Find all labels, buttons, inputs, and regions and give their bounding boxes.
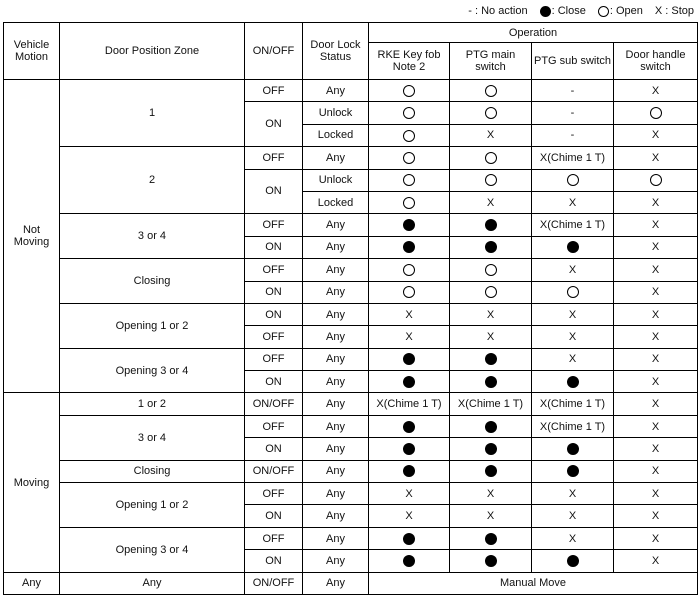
- operation-cell: [614, 303, 698, 325]
- operation-cell: [614, 527, 698, 549]
- lock-status-cell: Any: [303, 483, 369, 505]
- operation-cell: [614, 191, 698, 213]
- on-off-cell: OFF: [245, 259, 303, 281]
- door-zone-cell: Opening 1 or 2: [60, 303, 245, 348]
- lock-status-cell: Any: [303, 505, 369, 527]
- operation-value: X: [568, 263, 577, 276]
- operation-cell: [369, 527, 450, 549]
- header-vehicle-motion: Vehicle Motion: [4, 23, 60, 80]
- lock-status-cell: Any: [303, 393, 369, 415]
- door-zone-cell: 2: [60, 147, 245, 214]
- on-off-cell: ON: [245, 236, 303, 258]
- on-off-cell: ON: [245, 102, 303, 147]
- operation-cell: [614, 326, 698, 348]
- door-zone-cell: 1 or 2: [60, 393, 245, 415]
- open-circle-icon: [403, 107, 415, 119]
- legend-stop: [655, 5, 694, 17]
- legend-close-label: : Close: [551, 5, 586, 17]
- filled-circle-icon: [485, 465, 497, 477]
- filled-circle-icon: [403, 443, 415, 455]
- on-off-cell: OFF: [245, 348, 303, 370]
- operation-value: X: [651, 263, 660, 276]
- operation-cell: [369, 505, 450, 527]
- lock-status-cell: Locked: [303, 124, 369, 146]
- operation-cell: [369, 281, 450, 303]
- on-off-cell: OFF: [245, 415, 303, 437]
- operation-cell: [532, 326, 614, 348]
- open-circle-icon: [567, 174, 579, 186]
- table-row: [4, 348, 698, 370]
- open-circle-icon: [598, 6, 609, 17]
- vehicle-motion-cell: Any: [4, 572, 60, 594]
- operation-cell: [614, 505, 698, 527]
- operation-cell: [450, 102, 532, 124]
- operation-value: X: [651, 420, 660, 433]
- filled-circle-icon: [485, 533, 497, 545]
- operation-value: X: [651, 241, 660, 254]
- operation-cell: [532, 415, 614, 437]
- lock-status-cell: Any: [303, 80, 369, 102]
- filled-circle-icon: [485, 353, 497, 365]
- operation-cell: [369, 326, 450, 348]
- operation-cell: [450, 460, 532, 482]
- operation-cell: [532, 102, 614, 124]
- operation-value: X: [651, 308, 660, 321]
- operation-cell: [369, 191, 450, 213]
- vehicle-motion-cell: Moving: [4, 393, 60, 572]
- operation-cell: [369, 393, 450, 415]
- open-circle-icon: [403, 286, 415, 298]
- filled-circle-icon: [403, 533, 415, 545]
- operation-value: X: [651, 487, 660, 500]
- operation-cell: [450, 505, 532, 527]
- operation-value: X: [486, 308, 495, 321]
- operation-cell: [614, 393, 698, 415]
- operation-cell: [450, 80, 532, 102]
- operation-cell: [369, 303, 450, 325]
- operation-cell: [614, 259, 698, 281]
- legend-open: [598, 5, 643, 17]
- operation-value: X: [405, 487, 413, 500]
- operation-value: X(Chime 1 T): [539, 398, 606, 411]
- open-circle-icon: [485, 85, 497, 97]
- operation-value: X(Chime 1 T): [539, 420, 606, 433]
- filled-circle-icon: [403, 421, 415, 433]
- filled-circle-icon: [403, 219, 415, 231]
- operation-cell: [532, 483, 614, 505]
- operation-cell: [614, 460, 698, 482]
- operation-value: X: [568, 532, 577, 545]
- operation-cell: [532, 191, 614, 213]
- operation-cell: [614, 214, 698, 236]
- filled-circle-icon: [567, 465, 579, 477]
- on-off-cell: ON/OFF: [245, 393, 303, 415]
- operation-cell: [532, 438, 614, 460]
- operation-cell: [450, 259, 532, 281]
- operation-value: X: [568, 510, 577, 523]
- on-off-cell: ON: [245, 438, 303, 460]
- operation-cell: [614, 124, 698, 146]
- open-circle-icon: [403, 197, 415, 209]
- operation-cell: [450, 214, 532, 236]
- lock-status-cell: Any: [303, 348, 369, 370]
- operation-cell: [532, 505, 614, 527]
- filled-circle-icon: [403, 555, 415, 567]
- lock-status-cell: Any: [303, 259, 369, 281]
- filled-circle-icon: [403, 353, 415, 365]
- operation-cell: [614, 147, 698, 169]
- operation-value: X: [405, 308, 413, 321]
- operation-value: X: [568, 308, 577, 321]
- table-body: [4, 80, 698, 595]
- on-off-cell: ON: [245, 550, 303, 572]
- operation-cell: [614, 80, 698, 102]
- open-circle-icon: [403, 85, 415, 97]
- operation-cell: [532, 348, 614, 370]
- operation-cell: [450, 393, 532, 415]
- lock-status-cell: Any: [303, 572, 369, 594]
- operation-value: X: [651, 442, 660, 455]
- operation-value: X: [486, 510, 495, 523]
- on-off-cell: ON: [245, 505, 303, 527]
- on-off-cell: ON/OFF: [245, 460, 303, 482]
- door-zone-cell: Opening 3 or 4: [60, 348, 245, 393]
- lock-status-cell: Any: [303, 281, 369, 303]
- table-row: [4, 483, 698, 505]
- door-zone-cell: Closing: [60, 460, 245, 482]
- operation-value: X: [651, 465, 660, 478]
- operation-cell: [614, 281, 698, 303]
- open-circle-icon: [485, 286, 497, 298]
- operation-value: X: [651, 286, 660, 299]
- operation-cell: [614, 371, 698, 393]
- operation-cell: [532, 80, 614, 102]
- operation-cell: [450, 281, 532, 303]
- lock-status-cell: Any: [303, 236, 369, 258]
- open-circle-icon: [485, 264, 497, 276]
- operation-value: X(Chime 1 T): [539, 151, 606, 164]
- operation-value: X: [568, 196, 577, 209]
- operation-cell: [532, 236, 614, 258]
- header-ptg-main: PTG main switch: [450, 43, 532, 80]
- operation-cell: [532, 303, 614, 325]
- header-ptg-sub: PTG sub switch: [532, 43, 614, 80]
- operation-cell: [450, 483, 532, 505]
- header-on-off: ON/OFF: [245, 23, 303, 80]
- operation-value: X(Chime 1 T): [539, 219, 606, 232]
- on-off-cell: ON: [245, 303, 303, 325]
- open-circle-icon: [485, 174, 497, 186]
- legend-no-action: [468, 5, 527, 17]
- header-rke: RKE Key fob Note 2: [369, 43, 450, 80]
- lock-status-cell: Any: [303, 147, 369, 169]
- filled-circle-icon: [485, 376, 497, 388]
- legend-open-label: : Open: [609, 5, 643, 17]
- operation-cell: [532, 124, 614, 146]
- door-zone-cell: Closing: [60, 259, 245, 304]
- operation-cell: [614, 438, 698, 460]
- operation-cell: [369, 415, 450, 437]
- legend: [468, 3, 694, 19]
- operation-value: X: [651, 129, 660, 142]
- filled-circle-icon: [485, 219, 497, 231]
- operation-cell: [369, 124, 450, 146]
- on-off-cell: OFF: [245, 326, 303, 348]
- operation-value: X: [568, 353, 577, 366]
- operation-cell: [450, 303, 532, 325]
- operation-cell: [369, 483, 450, 505]
- table-row: [4, 527, 698, 549]
- filled-circle-icon: [403, 376, 415, 388]
- door-zone-cell: 1: [60, 80, 245, 147]
- operation-cell: [614, 550, 698, 572]
- operation-value: -: [570, 107, 575, 120]
- lock-status-cell: Any: [303, 303, 369, 325]
- door-zone-cell: Opening 1 or 2: [60, 483, 245, 528]
- header-operation: Operation: [369, 23, 698, 43]
- operation-cell: [369, 80, 450, 102]
- operation-value: -: [570, 129, 575, 142]
- filled-circle-icon: [540, 6, 551, 17]
- on-off-cell: ON/OFF: [245, 572, 303, 594]
- operation-cell: [450, 348, 532, 370]
- table-row: [4, 415, 698, 437]
- operation-cell: [532, 460, 614, 482]
- operation-cell: [450, 147, 532, 169]
- filled-circle-icon: [567, 555, 579, 567]
- operation-value: X: [651, 196, 660, 209]
- operation-value: X: [651, 510, 660, 523]
- operation-value: X: [486, 487, 495, 500]
- operation-cell: [450, 550, 532, 572]
- filled-circle-icon: [485, 443, 497, 455]
- door-zone-cell: Opening 3 or 4: [60, 527, 245, 572]
- operation-cell: [369, 147, 450, 169]
- operation-cell: [369, 214, 450, 236]
- operation-cell: [532, 371, 614, 393]
- operation-cell: [450, 415, 532, 437]
- filled-circle-icon: [485, 241, 497, 253]
- operation-value: X: [405, 330, 413, 343]
- operation-cell: [450, 191, 532, 213]
- filled-circle-icon: [485, 555, 497, 567]
- open-circle-icon: [567, 286, 579, 298]
- operation-cell: [450, 236, 532, 258]
- operation-cell: [369, 460, 450, 482]
- operation-cell: [532, 169, 614, 191]
- operation-cell: [532, 550, 614, 572]
- operation-value: X: [486, 330, 495, 343]
- open-circle-icon: [403, 174, 415, 186]
- vehicle-motion-cell: Not Moving: [4, 80, 60, 393]
- table-row: [4, 80, 698, 102]
- open-circle-icon: [650, 107, 662, 119]
- filled-circle-icon: [567, 376, 579, 388]
- filled-circle-icon: [403, 241, 415, 253]
- filled-circle-icon: [403, 465, 415, 477]
- operation-cell: [369, 550, 450, 572]
- operation-cell: [450, 169, 532, 191]
- operation-cell: [450, 438, 532, 460]
- operation-value: X: [651, 219, 660, 232]
- header-door-handle: Door handle switch: [614, 43, 698, 80]
- legend-no-action-label: - : No action: [468, 5, 528, 17]
- on-off-cell: OFF: [245, 483, 303, 505]
- filled-circle-icon: [567, 241, 579, 253]
- operation-table: [3, 22, 698, 595]
- operation-value: X: [568, 487, 577, 500]
- lock-status-cell: Any: [303, 371, 369, 393]
- on-off-cell: ON: [245, 281, 303, 303]
- header-door-lock-status: Door Lock Status: [303, 23, 369, 80]
- on-off-cell: OFF: [245, 527, 303, 549]
- filled-circle-icon: [485, 421, 497, 433]
- lock-status-cell: Any: [303, 527, 369, 549]
- operation-value: X: [651, 151, 660, 164]
- operation-cell: [532, 393, 614, 415]
- lock-status-cell: Unlock: [303, 169, 369, 191]
- manual-move-cell: Manual Move: [369, 572, 698, 594]
- table-row: [4, 147, 698, 169]
- operation-value: X: [651, 353, 660, 366]
- operation-value: -: [570, 84, 575, 97]
- operation-value: X: [651, 375, 660, 388]
- operation-value: X: [651, 554, 660, 567]
- on-off-cell: ON: [245, 169, 303, 214]
- operation-cell: [614, 415, 698, 437]
- filled-circle-icon: [567, 443, 579, 455]
- lock-status-cell: Locked: [303, 191, 369, 213]
- operation-cell: [614, 102, 698, 124]
- legend-close: [540, 5, 586, 17]
- operation-value: X: [486, 196, 495, 209]
- operation-cell: [369, 236, 450, 258]
- door-zone-cell: Any: [60, 572, 245, 594]
- lock-status-cell: Any: [303, 214, 369, 236]
- lock-status-cell: Any: [303, 550, 369, 572]
- operation-value: X: [651, 398, 660, 411]
- on-off-cell: OFF: [245, 214, 303, 236]
- operation-cell: [532, 281, 614, 303]
- operation-value: X: [568, 330, 577, 343]
- lock-status-cell: Unlock: [303, 102, 369, 124]
- table-row: [4, 303, 698, 325]
- operation-cell: [369, 102, 450, 124]
- on-off-cell: ON: [245, 371, 303, 393]
- lock-status-cell: Any: [303, 326, 369, 348]
- door-zone-cell: 3 or 4: [60, 415, 245, 460]
- open-circle-icon: [650, 174, 662, 186]
- operation-value: X: [651, 84, 660, 97]
- operation-cell: [532, 147, 614, 169]
- operation-cell: [450, 124, 532, 146]
- operation-cell: [532, 214, 614, 236]
- operation-value: X: [405, 510, 413, 523]
- operation-cell: [614, 236, 698, 258]
- open-circle-icon: [485, 152, 497, 164]
- operation-cell: [369, 169, 450, 191]
- table-row: [4, 572, 698, 594]
- open-circle-icon: [403, 264, 415, 276]
- legend-stop-label: X : Stop: [654, 5, 694, 17]
- operation-cell: [614, 169, 698, 191]
- operation-value: X: [651, 532, 660, 545]
- lock-status-cell: Any: [303, 415, 369, 437]
- open-circle-icon: [485, 107, 497, 119]
- operation-value: X(Chime 1 T): [376, 398, 442, 411]
- operation-cell: [450, 527, 532, 549]
- on-off-cell: OFF: [245, 147, 303, 169]
- table-row: [4, 259, 698, 281]
- operation-value: X: [651, 330, 660, 343]
- operation-cell: [369, 438, 450, 460]
- operation-cell: [450, 371, 532, 393]
- operation-cell: [614, 483, 698, 505]
- operation-cell: [614, 348, 698, 370]
- open-circle-icon: [403, 152, 415, 164]
- operation-value: X: [486, 129, 495, 142]
- operation-cell: [369, 348, 450, 370]
- table-row: [4, 393, 698, 415]
- table-row: [4, 460, 698, 482]
- lock-status-cell: Any: [303, 460, 369, 482]
- header-door-position-zone: Door Position Zone: [60, 23, 245, 80]
- on-off-cell: OFF: [245, 80, 303, 102]
- operation-cell: [532, 259, 614, 281]
- lock-status-cell: Any: [303, 438, 369, 460]
- operation-value: X(Chime 1 T): [457, 398, 524, 411]
- operation-cell: [532, 527, 614, 549]
- operation-cell: [450, 326, 532, 348]
- operation-cell: [369, 371, 450, 393]
- door-zone-cell: 3 or 4: [60, 214, 245, 259]
- table-row: [4, 214, 698, 236]
- operation-cell: [369, 259, 450, 281]
- open-circle-icon: [403, 130, 415, 142]
